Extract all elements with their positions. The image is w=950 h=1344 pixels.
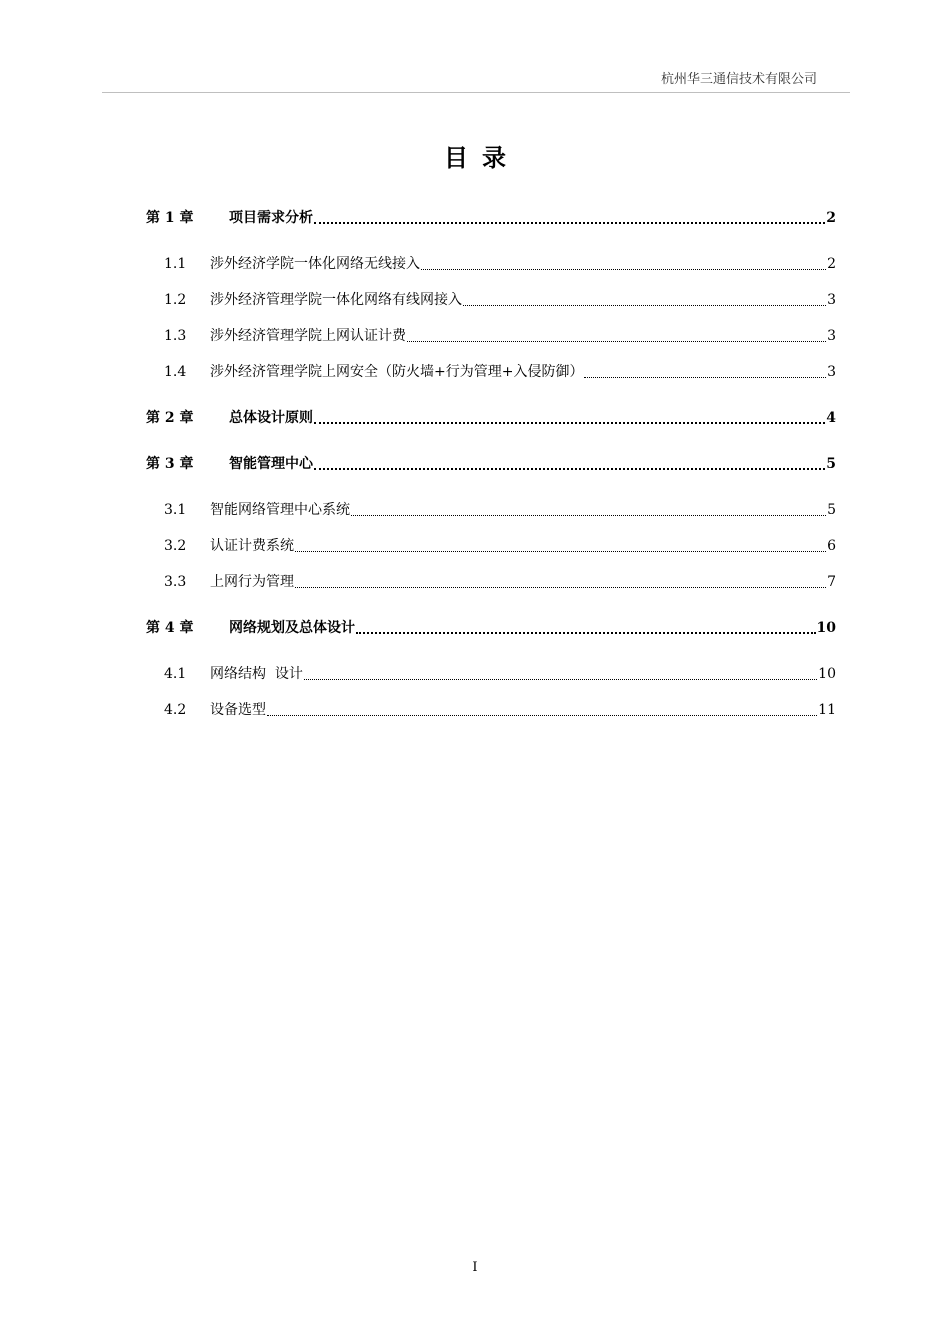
entry-page: 4: [826, 410, 836, 426]
entry-page: 10: [818, 666, 836, 682]
toc-entry-3-3[interactable]: [146, 571, 836, 591]
entry-page: 7: [827, 574, 836, 590]
entry-title: 智能管理中心: [229, 456, 313, 472]
entry-title: 涉外经济学院一体化网络无线接入: [210, 256, 420, 272]
toc-entry-chapter-4[interactable]: [146, 617, 836, 637]
entry-title: 认证计费系统: [210, 538, 294, 554]
entry-number: 1.2: [164, 292, 187, 308]
entry-number: 第 3 章: [146, 456, 194, 472]
toc-entry-1-1[interactable]: [146, 253, 836, 273]
toc-entry-1-3[interactable]: [146, 325, 836, 345]
dot-leader: [314, 467, 825, 470]
dot-leader: [584, 376, 826, 378]
entry-title: 智能网络管理中心系统: [210, 502, 350, 518]
dot-leader: [463, 304, 826, 306]
entry-title: 涉外经济管理学院上网认证计费: [210, 328, 406, 344]
entry-page: 5: [826, 456, 836, 472]
page-header: [102, 66, 850, 93]
toc-entry-3-2[interactable]: [146, 535, 836, 555]
entry-number: 3.1: [164, 502, 187, 518]
entry-title: 总体设计原则: [229, 410, 313, 426]
page-number: I: [472, 1260, 478, 1275]
entry-page: 2: [826, 210, 836, 226]
entry-page: 3: [827, 292, 836, 308]
entry-page: 6: [827, 538, 836, 554]
dot-leader: [314, 221, 825, 224]
dot-leader: [295, 550, 826, 552]
toc-entry-1-4[interactable]: [146, 361, 836, 381]
entry-page: 11: [818, 702, 836, 718]
toc-entry-4-2[interactable]: [146, 699, 836, 719]
toc-entry-chapter-2[interactable]: [146, 407, 836, 427]
toc-entry-chapter-3[interactable]: [146, 453, 836, 473]
entry-title: 涉外经济管理学院上网安全（防火墙+行为管理+入侵防御）: [210, 364, 584, 380]
entry-title: 网络结构 设计: [210, 666, 303, 682]
toc-title: 目录: [444, 143, 520, 172]
entry-number: 4.1: [164, 666, 187, 682]
dot-leader: [356, 631, 816, 634]
dot-leader: [267, 714, 817, 716]
entry-number: 1.4: [164, 364, 187, 380]
entry-page: 5: [827, 502, 836, 518]
entry-title: 项目需求分析: [229, 210, 313, 226]
entry-number: 4.2: [164, 702, 187, 718]
entry-number: 1.3: [164, 328, 187, 344]
entry-number: 3.2: [164, 538, 187, 554]
entry-number: 1.1: [164, 256, 187, 272]
company-name: 杭州华三通信技术有限公司: [660, 72, 817, 87]
dot-leader: [351, 514, 826, 516]
dot-leader: [407, 340, 826, 342]
entry-title: 设备选型: [210, 702, 266, 718]
entry-number: 第 1 章: [146, 210, 194, 226]
entry-number: 第 4 章: [146, 620, 194, 636]
toc-entry-chapter-1[interactable]: [146, 207, 836, 227]
dot-leader: [304, 678, 817, 680]
toc-entry-1-2[interactable]: [146, 289, 836, 309]
dot-leader: [421, 268, 826, 270]
entry-page: 2: [827, 256, 836, 272]
entry-title: 涉外经济管理学院一体化网络有线网接入: [210, 292, 462, 308]
toc-entry-3-1[interactable]: [146, 499, 836, 519]
entry-title: 上网行为管理: [210, 574, 294, 590]
dot-leader: [295, 586, 826, 588]
entry-page: 10: [816, 620, 836, 636]
entry-page: 3: [827, 328, 836, 344]
entry-number: 第 2 章: [146, 410, 194, 426]
entry-title: 网络规划及总体设计: [229, 620, 355, 636]
entry-number: 3.3: [164, 574, 187, 590]
toc-entry-4-1[interactable]: [146, 663, 836, 683]
entry-page: 3: [827, 364, 836, 380]
dot-leader: [314, 421, 825, 424]
